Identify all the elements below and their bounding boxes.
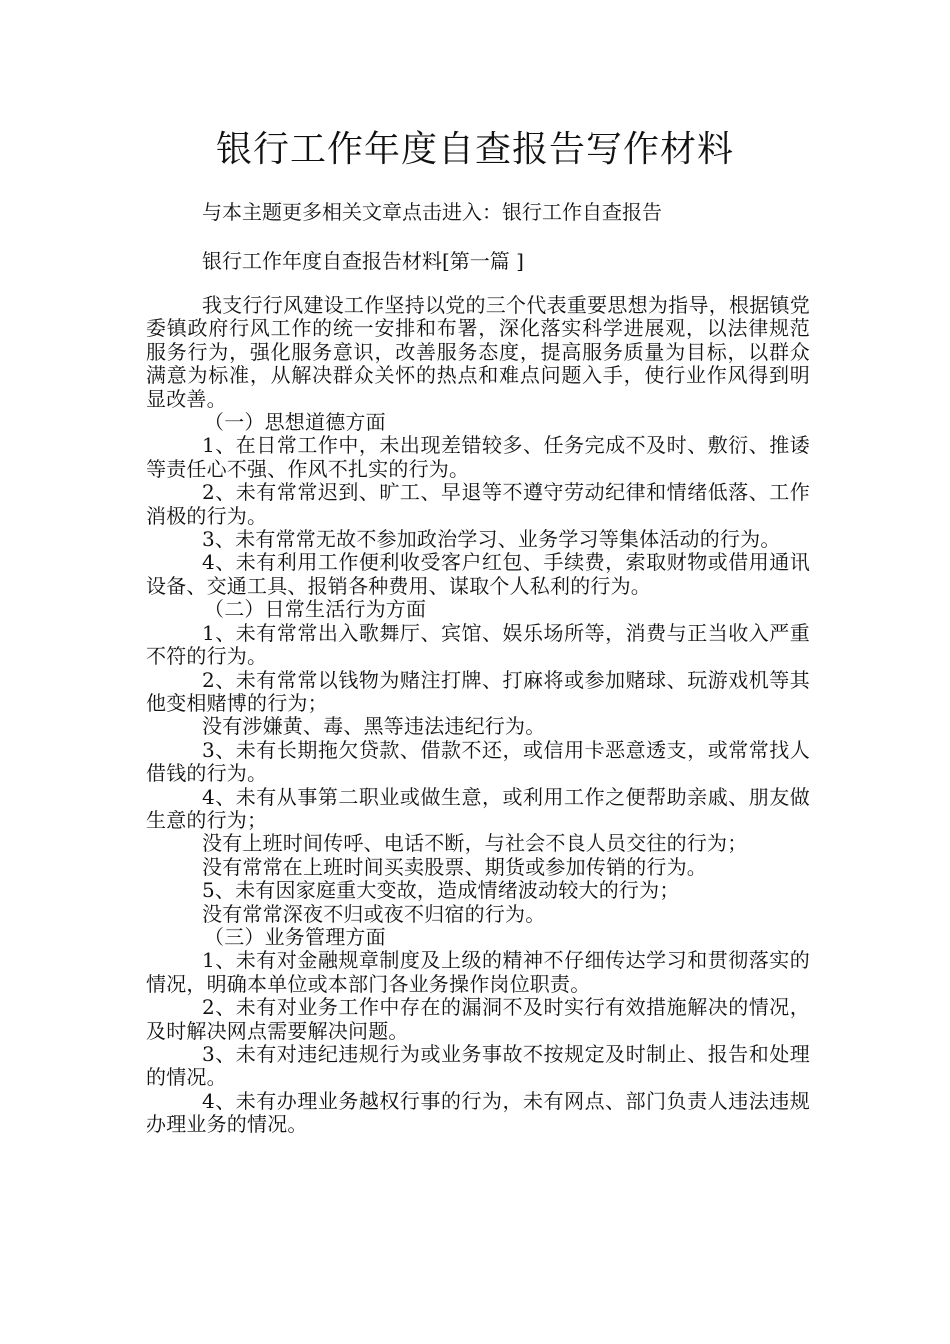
paragraph: 没有常常深夜不归或夜不归宿的行为。 xyxy=(202,901,546,926)
paragraph: 3、未有常常无故不参加政治学习、业务学习等集体活动的行为。 xyxy=(202,527,781,552)
document-title: 银行工作年度自查报告写作材料 xyxy=(215,129,734,170)
paragraph: 没有常常在上班时间买卖股票、期货或参加传销的行为。 xyxy=(202,854,707,879)
paragraph: 1、在日常工作中，未出现差错较多、任务完成不及时、敷衍、推诿等责任心不强、作风不扎实的行为。 xyxy=(146,433,810,481)
part-heading: 银行工作年度自查报告材料[第一篇 ] xyxy=(202,249,524,273)
paragraph: 1、未有常常出入歌舞厅、宾馆、娱乐场所等，消费与正当收入严重不符的行为。 xyxy=(146,620,810,669)
paragraph: 2、未有对业务工作中存在的漏洞不及时实行有效措施解决的情况，及时解决网点需要解决问题。 xyxy=(146,995,810,1043)
paragraph: 1、未有对金融规章制度及上级的精神不仔细传达学习和贯彻落实的情况，明确本单位或本部门各业务操作岗位职责。 xyxy=(146,948,810,996)
paragraph: 3、未有对违纪违规行为或业务事故不按规定及时制止、报告和处理的情况。 xyxy=(146,1042,810,1090)
paragraph: 我支行行风建设工作坚持以党的三个代表重要思想为指导，根据镇党委镇政府行风工作的统一安排和布署，深化落实科学进展观，以法律规范服务行为，强化服务意识，改善服务态度，提高服务质量为目标，以群众满意为标准，从解决群众关怀的热点和难点问题入手，使行业作风得到明显改善。 xyxy=(146,293,810,411)
paragraph: 4、未有利用工作便利收受客户红包、手续费，索取财物或借用通讯设备、交通工具、报销各种费用、谋取个人私利的行为。 xyxy=(146,550,810,598)
paragraph: 2、未有常常以钱物为赌注打牌、打麻将或参加赌球、玩游戏机等其他变相赌博的行为； xyxy=(146,667,810,715)
document-body xyxy=(146,294,810,1137)
section-heading: （二）日常生活行为方面 xyxy=(204,597,427,622)
related-articles-line: 与本主题更多相关文章点击进入：银行工作自查报告 xyxy=(202,200,662,224)
paragraph: 没有涉嫌黄、毒、黑等违法违纪行为。 xyxy=(202,714,546,739)
section-heading: （三）业务管理方面 xyxy=(204,924,386,949)
paragraph: 3、未有长期拖欠贷款、借款不还，或信用卡恶意透支，或常常找人借钱的行为。 xyxy=(146,737,810,786)
paragraph: 4、未有办理业务越权行事的行为，未有网点、部门负责人违法违规办理业务的情况。 xyxy=(146,1088,810,1137)
paragraph: 4、未有从事第二职业或做生意，或利用工作之便帮助亲戚、朋友做生意的行为； xyxy=(146,784,810,832)
paragraph: 5、未有因家庭重大变故，造成情绪波动较大的行为； xyxy=(202,878,680,903)
section-heading: （一）思想道德方面 xyxy=(204,410,386,435)
paragraph: 2、未有常常迟到、旷工、早退等不遵守劳动纪律和情绪低落、工作消极的行为。 xyxy=(146,480,810,528)
paragraph: 没有上班时间传呼、电话不断，与社会不良人员交往的行为； xyxy=(202,831,748,856)
